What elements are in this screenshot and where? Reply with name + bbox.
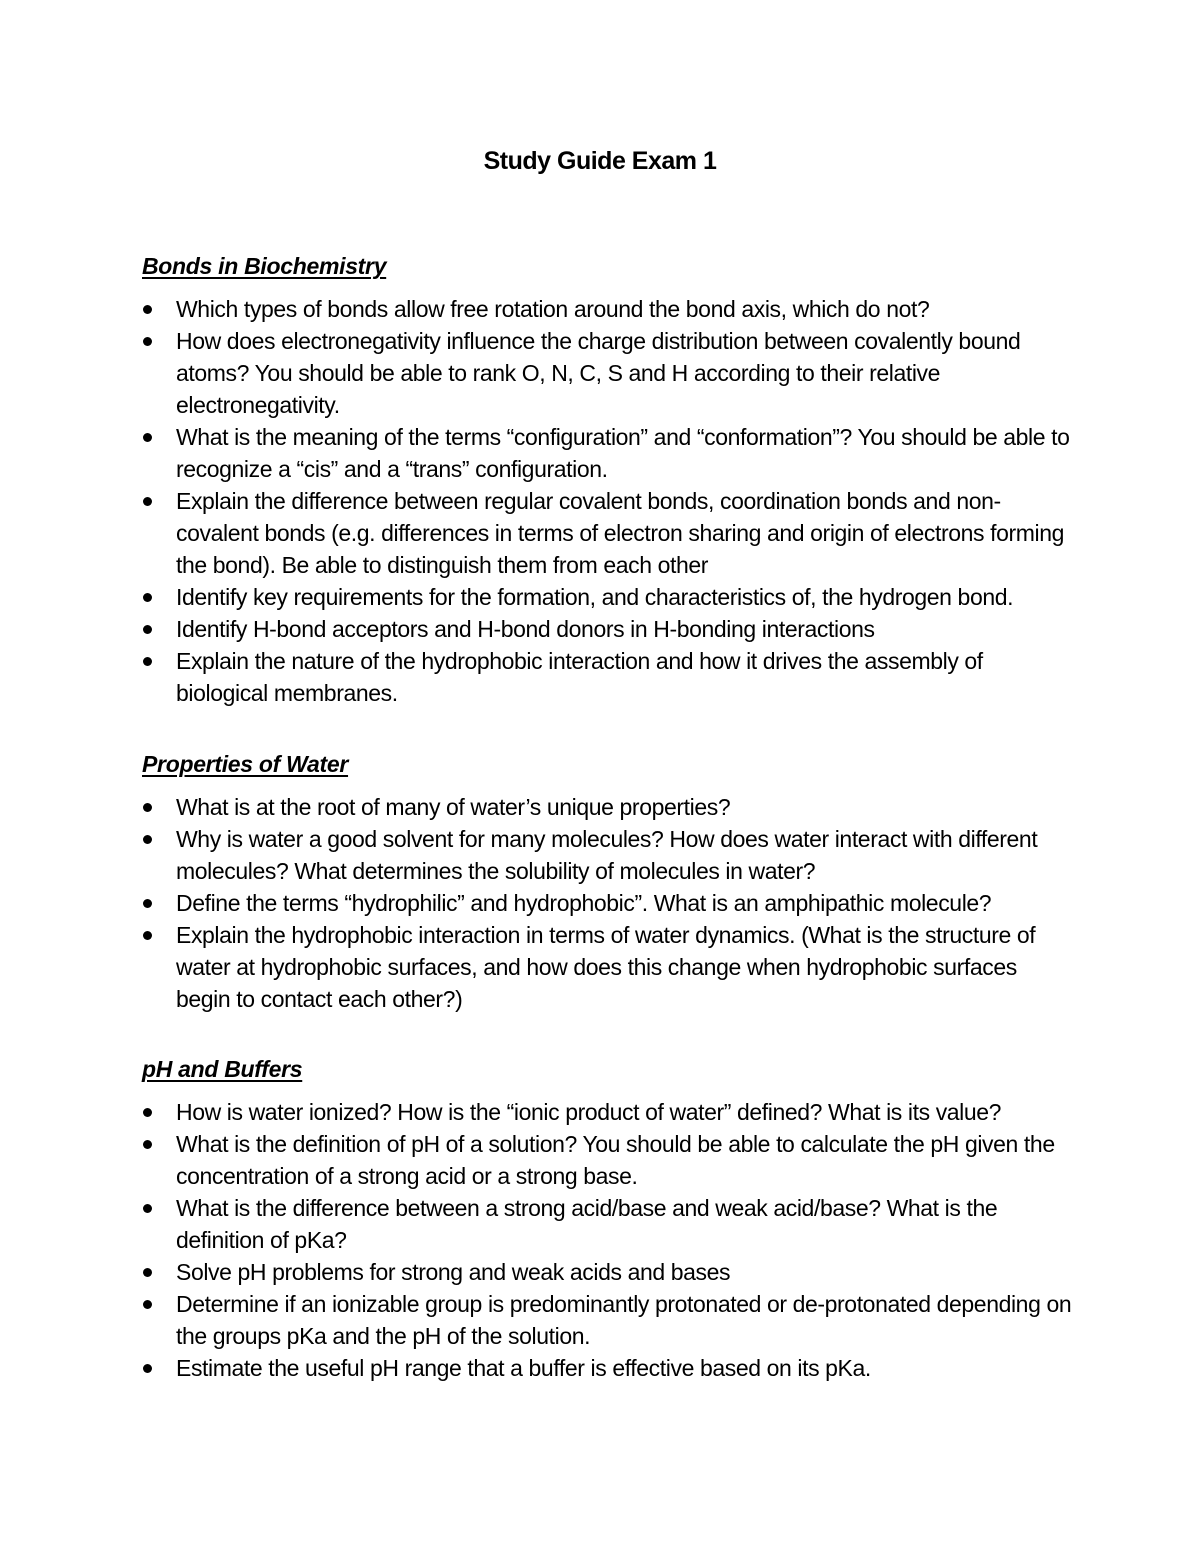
bullet-icon (143, 1300, 152, 1309)
section-properties-of-water (142, 748, 1072, 1015)
list-item (142, 791, 1072, 823)
list-item-text: What is the definition of pH of a solution? You should be able to calculate the pH given the concentration of a strong acid or a strong base. (176, 1131, 1055, 1189)
list-item (142, 581, 1072, 613)
bullet-icon (143, 1364, 152, 1373)
bullet-list (142, 293, 1072, 709)
list-item-text: How is water ionized? How is the “ionic product of water” defined? What is its value? (176, 1099, 1002, 1125)
list-item (142, 1128, 1072, 1192)
bullet-icon (143, 433, 152, 442)
list-item-text: Which types of bonds allow free rotation around the bond axis, which do not? (176, 296, 930, 322)
list-item (142, 887, 1072, 919)
list-item (142, 1192, 1072, 1256)
list-item-text: Identify H-bond acceptors and H-bond donors in H-bonding interactions (176, 616, 875, 642)
bullet-icon (143, 899, 152, 908)
list-item (142, 823, 1072, 887)
bullet-icon (143, 931, 152, 940)
bullet-icon (143, 1108, 152, 1117)
list-item (142, 1352, 1072, 1384)
list-item-text: Explain the nature of the hydrophobic interaction and how it drives the assembly of biological membranes. (176, 648, 983, 706)
section-heading: pH and Buffers (142, 1056, 303, 1082)
list-item (142, 1288, 1072, 1352)
bullet-icon (143, 593, 152, 602)
list-item (142, 1096, 1072, 1128)
bullet-icon (143, 1140, 152, 1149)
bullet-icon (143, 1268, 152, 1277)
list-item-text: Why is water a good solvent for many molecules? How does water interact with different molecules? What determines the solubility of molecules in water? (176, 826, 1038, 884)
bullet-icon (143, 1204, 152, 1213)
list-item-text: What is at the root of many of water’s unique properties? (176, 794, 731, 820)
bullet-list (142, 1096, 1072, 1384)
bullet-icon (143, 497, 152, 506)
list-item-text: Define the terms “hydrophilic” and hydrophobic”. What is an amphipathic molecule? (176, 890, 992, 916)
list-item-text: What is the meaning of the terms “configuration” and “conformation”? You should be able to recognize a “cis” and a “trans” configuration. (176, 424, 1070, 482)
bullet-icon (143, 803, 152, 812)
section-bonds-in-biochemistry (142, 250, 1072, 709)
list-item-text: Determine if an ionizable group is predominantly protonated or de-protonated depending on the groups pKa and the pH of the solution. (176, 1291, 1072, 1349)
list-item (142, 1256, 1072, 1288)
list-item-text: What is the difference between a strong acid/base and weak acid/base? What is the definition of pKa? (176, 1195, 998, 1253)
list-item (142, 325, 1072, 421)
section-heading: Properties of Water (142, 751, 349, 777)
list-item (142, 421, 1072, 485)
list-item-text: Identify key requirements for the formation, and characteristics of, the hydrogen bond. (176, 584, 1014, 610)
list-item (142, 293, 1072, 325)
page-title: Study Guide Exam 1 (483, 147, 717, 175)
list-item-text: Solve pH problems for strong and weak acids and bases (176, 1259, 731, 1285)
list-item (142, 645, 1072, 709)
list-item (142, 485, 1072, 581)
bullet-icon (143, 657, 152, 666)
list-item-text: Estimate the useful pH range that a buffer is effective based on its pKa. (176, 1355, 871, 1381)
bullet-icon (143, 625, 152, 634)
list-item-text: Explain the difference between regular covalent bonds, coordination bonds and non-covalent bonds (e.g. differences in terms of electron sharing and origin of electrons forming the bond). Be able to distinguish them from each other (176, 488, 1064, 578)
bullet-icon (143, 835, 152, 844)
bullet-icon (143, 337, 152, 346)
list-item (142, 613, 1072, 645)
section-ph-and-buffers (142, 1053, 1072, 1384)
bullet-icon (143, 305, 152, 314)
section-heading: Bonds in Biochemistry (142, 253, 387, 279)
list-item-text: Explain the hydrophobic interaction in terms of water dynamics. (What is the structure of water at hydrophobic surfaces, and how does this change when hydrophobic surfaces begin to contact each other?) (176, 922, 1036, 1012)
bullet-list (142, 791, 1072, 1015)
list-item-text: How does electronegativity influence the charge distribution between covalently bound atoms? You should be able to rank O, N, C, S and H according to their relative electronegativity. (176, 328, 1021, 418)
list-item (142, 919, 1072, 1015)
